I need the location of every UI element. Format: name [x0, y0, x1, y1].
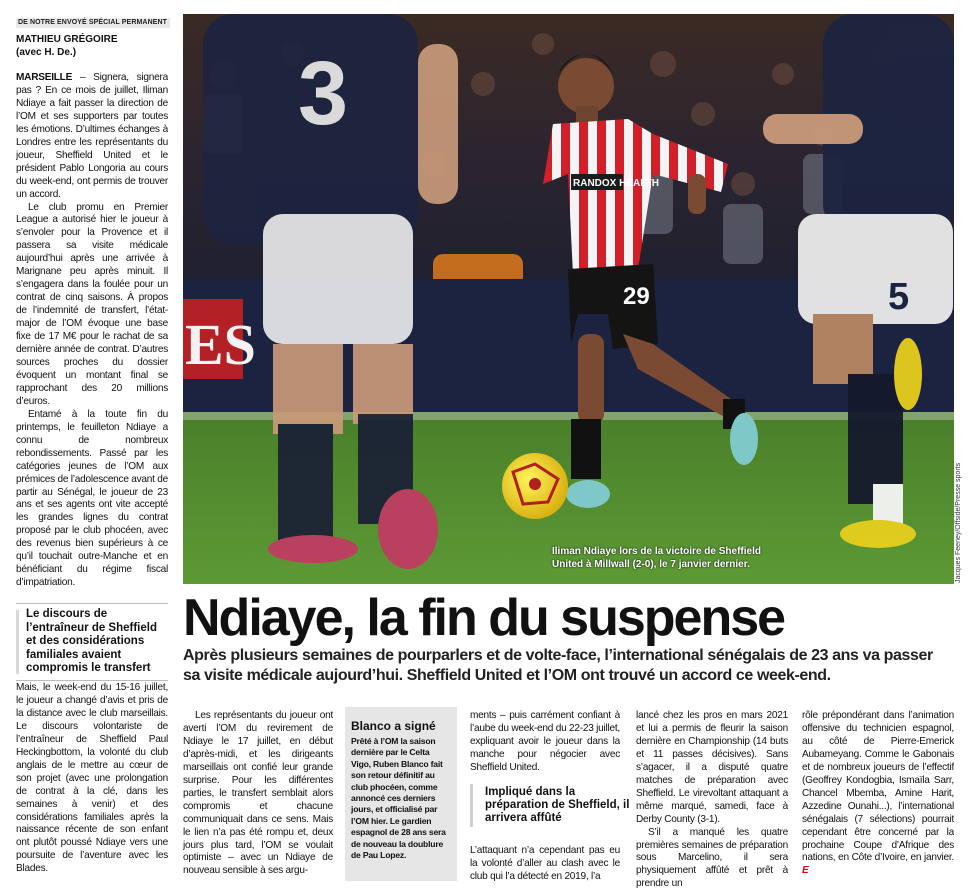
- photo-caption: Iliman Ndiaye lors de la victoire de Sheffield United à Millwall (2-0), le 7 janvier dernier.: [552, 546, 761, 570]
- kicker: DE NOTRE ENVOYÉ SPÉCIAL PERMANENT: [16, 18, 170, 28]
- side-intertitle: Le discours de l’entraîneur de Sheffield et des considérations familiales avaient compromis le transfert: [16, 603, 168, 681]
- board-text: ES: [185, 312, 256, 377]
- intertitle: Impliqué dans la préparation de Sheffield, il arrivera affûté: [470, 784, 633, 827]
- dateline: MARSEILLE: [16, 72, 73, 83]
- column-1-bottom: Mais, le week-end du 15-16 juillet, le joueur a changé d’avis et pris de la distance avec le club marseillais. Le discours volontariste de l’entraîneur de Sheffield Paul Heckingbottom, la volonté du club anglais de le mettre au cœur de son projet (avec une prolongation de contrat à la clé, dans les semaines à venir) et des considérations familiales après la naissance récente de son enfant ont plutôt poussé Ndiaye vers une poursuite de l’aventure avec les Blades.: [16, 682, 168, 875]
- player-number: 29: [623, 283, 650, 310]
- box-title: Blanco a signé: [351, 719, 436, 733]
- end-mark: E: [802, 865, 809, 877]
- column-3-bottom: L’attaquant n’a cependant pas eu la volonté d’aller au clash avec le club qui l’a détecté en 2019, l’a: [470, 845, 620, 882]
- headline: Ndiaye, la fin du suspense: [183, 589, 785, 647]
- svg-text:3: 3: [298, 44, 349, 144]
- lead-paragraph-3: Entamé à la toute fin du printemps, le feuilleton Ndiaye a connu de nombreux rebondissements. Passé par les catégories jeunes de l’OM aux prémices de l’adolescence avant de partir au Sénégal, le joueur de 23 ans et ses agents ont vite accepté les grandes lignes du contrat proposé par le club phocéen, avec des revenus bien supérieurs à ce qu’il touchait outre-Manche et en bénéficiant du régime fiscal d’impatriation.: [16, 408, 168, 589]
- match-ball: [502, 453, 568, 519]
- sponsor-text: RANDOX HEALTH: [573, 178, 659, 189]
- lead-column: [16, 72, 168, 602]
- standfirst: Après plusieurs semaines de pourparlers et de volte-face, l’international sénégalais de 23 ans va passer sa visite médicale aujourd’hui. Sheffield United et l’OM ont trouvé un accord ce week-end.: [183, 647, 933, 684]
- author-with: (avec H. De.): [16, 47, 77, 58]
- match-photo: [183, 14, 954, 584]
- svg-text:5: 5: [888, 276, 910, 318]
- column-4: lancé chez les pros en mars 2021 et lui a permis de fleurir la saison dernière en Championship (14 buts et 11 passes décisives). Sans s’agacer, il a disputé quatre matches de préparation avec Sheffield. Le virevoltant attaquant a même marqué, samedi, face à Derby County (3-1). S’il a manqué les quatre premières semaines de préparation sous Marcelino, il sera physiquement affûté et prêt à prendre un: [636, 710, 788, 888]
- lead-paragraph-1: MARSEILLE – Signera, signera pas ? En ce mois de juillet, Iliman Ndiaye a fait passer la direction de l’OM et ses supporters par toutes les émotions. D’ultimes échanges à Londres entre les représentants du joueur, Sheffield United et le président Pablo Longoria au cours du week-end, ont permis de trouver un accord.: [16, 72, 168, 200]
- column-5: rôle prépondérant dans l’animation offensive du technicien espagnol, au côté de Pierre-Emerick Aubameyang. Comme le Gabonais et de nombreux joueurs de l’effectif (Geoffrey Kondogbia, Ismaïla Sarr, Chancel Mbemba, Amine Harit, Azzedine Ounahi...), l’international sénégalais (7 sélections) pourrait cependant être concerné par la prochaine Coupe d’Afrique des nations, en Côte d’Ivoire, en janvier. E: [802, 710, 954, 877]
- byline: [16, 33, 168, 59]
- author-name: MATHIEU GRÉGOIRE: [16, 34, 118, 45]
- sidebar-box: [345, 707, 457, 881]
- lead-paragraph-2: Le club promu en Premier League a autorisé hier le joueur à s’envoler pour la Provence et il passera sa visite médicale aujourd’hui après une arrivée à Marignane peu après minuit. Il s’engagera dans la foulée pour un contrat de cinq saisons. À propos de l’indemnité de transfert, l’état-major de l’OM évoque une base fixe de 17 M€ pour le rachat de sa dernière année de contrat. D’autres sources proches du dossier évoquent un montant final se rapprochant des 20 millions d’euros.: [16, 201, 168, 407]
- photo-illustration: [183, 14, 954, 584]
- box-body: Prêté à l’OM la saison dernière par le Celta Vigo, Ruben Blanco fait son retour définitif au club phocéen, comme annoncé ces derniers jours, et officialisé par l’OM hier. Le gardien espagnol de 28 ans sera de nouveau la doublure de Pau Lopez.: [351, 736, 446, 861]
- column-3-top: ments – puis carrément confiant à l’aube du week-end du 22-23 juillet, expliquant avoir le joueur dans la manche pour négocier avec Sheffield United.: [470, 710, 620, 773]
- photo-credit: Jacques Feeney/Offside/Presse sports: [955, 462, 962, 583]
- column-2: Les représentants du joueur ont averti l’OM du revirement de Ndiaye le 17 juillet, en début d’après-midi, et les dirigeants marseillais ont confié leur grande surprise. Pour les différentes parties, le transfert semblait alors compromis et chacune communiquait dans ce sens. Mais le lien n’a pas été rompu et, deux jours plus tard, l’OM se voulait optimiste – avec un Ndiaye de nouveau sensible à ses argu-: [183, 710, 333, 877]
